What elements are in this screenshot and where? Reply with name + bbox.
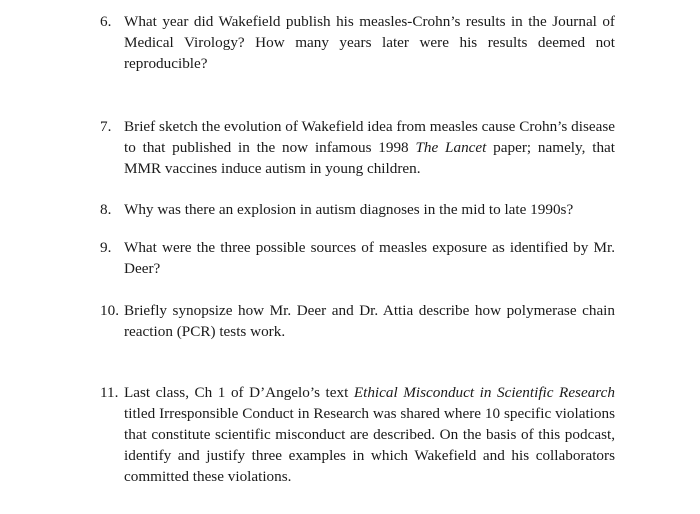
question-11-text-after: titled Irresponsible Conduct in Research was shared where 10 specific violations that constitute scientific misconduct are described. On the basis of this podcast, identify and justify three examples in which Wakefield and his collaborators committed these violations. [124,405,615,485]
question-7 [100,116,615,179]
question-text [124,116,615,179]
question-text [124,199,615,220]
question-6 [100,11,615,74]
question-7-text-before: Brief sketch the evolution of Wakefield idea from measles cause Crohn’s disease to that published in the now infamous 1998 [124,118,615,156]
question-6-text: What year did Wakefield publish his measles-Crohn’s results in the Journal of Medical Virology? How many years later were his results deemed not reproducible? [124,13,615,72]
question-number: 7. [100,118,112,135]
question-9-text: What were the three possible sources of measles exposure as identified by Mr. Deer? [124,239,615,277]
question-number: 11. [100,384,119,401]
question-text [124,300,615,342]
question-number: 6. [100,13,112,30]
question-9 [100,237,615,279]
question-11 [100,382,615,487]
question-11-text-before: Last class, Ch 1 of D’Angelo’s text [124,384,354,401]
question-7-text-after: paper; namely, that MMR vaccines induce autism in young children. [124,139,615,177]
question-10-text: Briefly synopsize how Mr. Deer and Dr. Attia describe how polymerase chain reaction (PCR) tests work. [124,302,615,340]
question-text [124,382,615,487]
question-10 [100,300,615,342]
question-number: 8. [100,201,112,218]
book-title: Ethical Misconduct in Scientific Research [353,384,615,401]
lancet-title: The Lancet [415,139,487,156]
question-text [124,237,615,279]
question-number: 10. [100,302,119,319]
question-text [124,11,615,74]
question-8 [100,199,615,220]
question-8-text: Why was there an explosion in autism diagnoses in the mid to late 1990s? [124,201,574,218]
question-number: 9. [100,239,112,256]
